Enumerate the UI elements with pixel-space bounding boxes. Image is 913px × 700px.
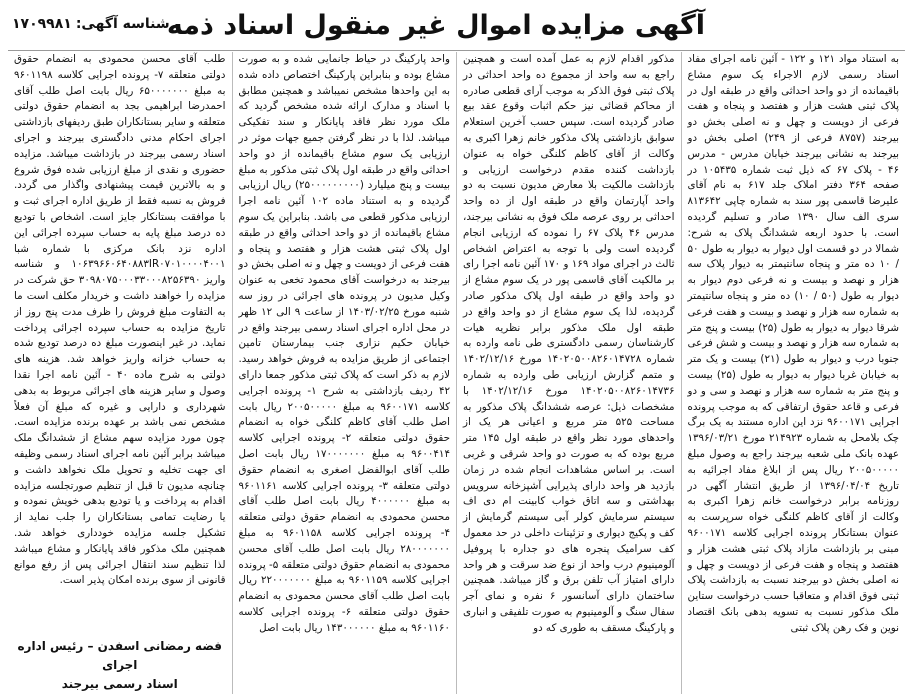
ad-id-label: شناسه آگهی: — [75, 16, 170, 32]
text-column-1 — [681, 52, 906, 694]
ad-id-value: ۱۷۰۹۹۸۱ — [12, 16, 72, 32]
text-columns — [8, 52, 905, 694]
text-column-2 — [456, 52, 681, 694]
column-text: مذکور اقدام لازم به عمل آمده است و همچنین راجع به سه واحد از مجموع ده واحد احداثی در پلاک ثبتی فوق الذکر به موجب آرای قطعی صادره از محاکم قضائی نیز حکم اثبات وقوع عقد بیع صادر گردیده است. سپس حسب آخرین استعلام سوابق بازداشتی پلاک مذکور خانم زهرا اکبری به وکالت از آقای کاظم کلنگی خواه به عنوان بازداشت کننده مقدم درخواست ارزیابی و بازداشت مالکیت بلا معارض مدیون نسبت به دو واحد آپارتمان واقع در طبقه اول از ده واحد احداثی بر روی عرصه ملک فوق به نشانی بیرجند، مدرس ۴۶ پلاک ۶۷ را نموده که ارزیابی انجام گردیده است ولی با توجه به اعتراض اشخاص ثالث در اجرای مواد ۱۶۹ و ۱۷۰ آئین نامه اجرا رای بر مالکیت آقای قاسمی پور در یک سوم مشاع از دو واحد واقع در طبقه اول پلاک مذکور صادر گردیده، لذا یک سوم مشاع از دو واحد واقع در طبقه اول ملک مذکور برابر نظریه هیات کارشناسان رسمی دادگستری طی نامه وارده به شماره ۱۴۰۲۰۵۰۰۸۲۶۰۱۴۷۲۸ مورخ ۱۴۰۲/۱۲/۱۶ و متمم گزارش ارزیابی طی وارده به شماره ۱۴۰۲۰۵۰۰۸۲۶۰۱۴۷۳۶ مورخ ۱۴۰۲/۱۲/۱۶ با مشخصات ذیل: عرصه ششدانگ پلاک مذکور به مساحت ۵۲۵ متر مربع و اعیانی هر یک از واحدهای مورد نظر واقع در طبقه اول ۱۴۵ متر مربع بوده که به صورت دو واحد شرقی و غربی است. بر اساس مشاهدات انجام شده در زمان بازدید هر واحد دارای پذیرایی آشپزخانه سرویس بهداشتی و سه اتاق خواب کابینت ام دی اف سیستم سرمایش کولر آبی سیستم گرمایش از کف و پکیج دیواری و تزئینات داخلی در حد معمول کف سرامیک پنجره های دو جداره با پروفیل آلومینیوم درب واحد از نوع ضد سرقت و هر واحد دارای امتیاز آب تلفن برق و گاز میباشد. همچنین ساختمان دارای آسانسور ۶ نفره و نمای آجر سفال سنگ و آلومینیوم به صورت تلفیقی و انباری و پارکینگ مسقف به طوری که دو — [463, 53, 675, 634]
header — [8, 6, 905, 51]
ad-id — [12, 10, 170, 38]
page-title: آگهی مزایده اموال غیر منقول اسناد ذمه — [166, 10, 705, 41]
column-text: به استناد مواد ۱۲۱ و ۱۲۲ - آئین نامه اجرای مفاد اسناد رسمی لازم الاجراء یک سوم مشاع باقیمانده از دو واحد احداثی واقع در طبقه اول در پلاک ثبتی هشت هزار و هفتصد و پنجاه و هفت فرعی از دویست و چهل و نه اصلی بخش دو بیرجند (۸۷۵۷ فرعی از ۲۴۹) اصلی بخش دو بیرجند به نشانی بیرجند خیابان مدرس - مدرس ۴۶ - پلاک ۶۷ که ذیل ثبت شماره ۱۰۵۴۳۵ در صفحه ۳۶۴ دفتر املاک جلد ۶۱۷ به نام آقای علیرضا قاسمی پور سند به شماره چاپی ۸۱۳۶۴۲ سری الف سال ۱۳۹۰ صادر و تسلیم گردیده است. با حدود اربعه ششدانگ پلاک به شرح: شمالا در دو قسمت اول دیوار به دیوار به طول ۵۰ / ۱۰ ده متر و پنجاه سانتیمتر به دیوار پلاک سه هزار و نهصد و بیست و نه فرعی دوم دیوار به دیوار به طول (۵۰ / ۱۰) ده متر و پنجاه سانتیمتر به شماره سه هزار و نهصد و بیست و هفت فرعی شرقا دیوار به دیوار به طول (۲۵) بیست و پنج متر به شماره سه هزار و نهصد و بیست و شش فرعی جنوبا درب و دیوار به طول (۲۱) بیست و یک متر به خیابان غربا دیوار به دیوار به طول (۲۵) بیست و پنج متر به شماره سه هزار و نهصد و سی و دو فرعی و قاعد حقوق ارتفاقی که به موجب پرونده اجرایی ۹۶۰۰۱۷۱ نزد این اداره مستند به یک برگ چک بلامحل به شماره ۲۱۴۹۲۳ مورخ ۱۳۹۶/۰۳/۲۱ عهده بانک ملی شعبه بیرجند راجع به وصول مبلغ ۲۰۰۵۰۰۰۰۰ ریال پس از ابلاغ مفاد اجرائیه به تاریخ ۱۳۹۶/۰۴/۰۴ از طریق انتشار آگهی در روزنامه برابر درخواست خانم زهرا اکبری به وکالت از آقای کاظم کلنگی خواه سرپرست به عنوان بستانکار پرونده اجرایی کلاسه ۹۶۰۰۱۷۱ مبنی بر بازداشت مازاد پلاک ثبتی هشت هزار و هفتصد و پنجاه و هفت فرعی از دویست و چهل و نه اصلی بخش دو بیرجند نسبت به بازداشت پلاک ثبتی فوق اقدام و متعاقبا حسب درخواست ستاین ملک مذکور نسبت به تسویه بدهی بانک اقتصاد نوین و فک رهن پلاک ثبتی — [687, 53, 900, 634]
text-column-4 — [8, 52, 232, 694]
column-text: طلب آقای محسن محمودی به انضمام حقوق دولتی متعلقه ۷- پرونده اجرایی کلاسه ۹۶۰۱۱۹۸ به مبلغ ۶۵۰۰۰۰۰۰۰ ریال بابت اصل طلب آقای احمدرضا ابراهیمی بجد به انضمام حقوق دولتی متعلقه و سایر بستانکاران طبق ردیفهای بازداشتی اجرای احکام مدنی دادگستری بیرجند و اجرای اسناد رسمی بیرجند در بازداشت میباشد. مزایده حضوری و نقدی از مبلغ ارزیابی شده فوق شروع و به بالاترین قیمت پیشنهادی واگذار می گردد. فروش به نسبه فقط از طریق اداره اجرای ثبت و با موافقت بستانکار جایز است. اشخاص با تودیع ده درصد مبلغ پایه به حساب سپرده اجرائی این اداره نزد بانک مرکزی با شماره شبا ۱۰۶۳۹۶۶۰۶۴۰۸۸۳IR۰۷۰۱۰۰۰۰۴۰۰۱ و شناسه واریز ۳۰۹۸۰۷۵۰۰۰۳۳۰۰۰۸۲۵۶۳۹۰ حق شرکت در مزایده را خواهند داشت و خریدار مکلف است ما به التفاوت مبلغ فروش را ظرف مدت پنج روز از تاریخ مزایده به حساب سپرده اجرائی پرداخت نماید. در غیر اینصورت مبلغ ده درصد تودیع شده به حساب خزانه واریز خواهد شد. هزینه های دولتی به شرح ماده ۴۰ - آئین نامه اجرا نقدا وصول و سایر هزینه های اجرائی مربوط به بدهی شهرداری و دارایی و غیره که مبلغ آن فعلاً مشخص نمی باشد بر عهده برنده مزایده است. چون مورد مزایده سهم مشاع از ششدانگ ملک میباشد برابر آئین نامه اجرای اسناد رسمی وظیفه ای جهت تخلیه و تحویل ملک نخواهد داشت و چنانچه مدیون تا قبل از تنظیم صورتجلسه مزایده اقدام به پرداخت و یا تودیع بدهی خویش نموده و یا رضایت تمامی بستانکاران را جلب نماید از تشکیل جلسه مزایده خودداری خواهد شد. همچنین ملک مذکور فاقد پایانکار و مشاع میباشد لذا تنظیم سند انتقال اجرائی پس از رفع موانع قانونی از سوی برنده امکان پذیر است. — [14, 53, 226, 587]
column-body — [14, 52, 226, 627]
signature-block — [14, 633, 226, 694]
signature-name: فضه رمضانی اسفدن – رئیس اداره اجرای — [17, 639, 223, 672]
signature-office: اسناد رسمی بیرجند — [61, 677, 178, 691]
text-column-3 — [232, 52, 457, 694]
column-text: واحد پارکینگ در حیاط جانمایی شده و به صورت مشاع بوده و بنابراین پارکینگ اختصاص داده شده به این واحدها مشخص نمیباشد و همچنین مطابق با اسناد و مدارک ارائه شده مشخص گردید که ملک مورد نظر فاقد پایانکار و سند تفکیکی میباشد. لذا با در نظر گرفتن جمیع جهات موثر در ارزیابی یک سوم مشاع باقیمانده از دو واحد احداثی واقع در طبقه اول پلاک ثبتی مذکور به مبلغ بیست و پنج میلیارد (۲۵۰۰۰۰۰۰۰۰۰) ریال ارزیابی گردیده و به استناد ماده ۱۰۲ آئین نامه اجرا ارزیابی مذکور قطعی می باشد. بنابراین یک سوم مشاع باقیمانده از دو واحد احداثی واقع در طبقه اول پلاک ثبتی هشت هزار و هفتصد و پنجاه و هفت فرعی از دویست و چهل و نه اصلی بخش دو بیرجند به درخواست آقای محمود تخعی به عنوان وکیل مدیون در پرونده های اجرائی در روز سه شنبه مورخ ۱۴۰۳/۰۲/۲۵ از ساعت ۹ الی ۱۲ ظهر در محل اداره اجرای اسناد رسمی بیرجند واقع در خیابان حکیم نزاری جنب بیمارستان تامین اجتماعی از طریق مزایده به فروش خواهد رسید. لازم به ذکر است که پلاک ثبتی مذکور جمعا دارای ۴۲ ردیف بازداشتی به شرح ۱- پرونده اجرایی کلاسه ۹۶۰۰۱۷۱ به مبلغ ۲۰۰۵۰۰۰۰۰ ریال بابت اصل طلب آقای کاظم کلنگی خواه به انضمام حقوق دولتی متعلقه ۲- پرونده اجرایی کلاسه ۹۶۰۰۴۱۴ به مبلغ ۱۷۰۰۰۰۰۰۰ ریال بابت اصل طلب آقای ابوالفضل اصغری به انضمام حقوق دولتی متعلقه ۳- پرونده اجرایی کلاسه ۹۶۰۱۱۶۱ به مبلغ ۴۰۰۰۰۰۰ ریال بابت اصل طلب آقای محسن محمودی به انضمام حقوق دولتی متعلقه ۴- پرونده اجرایی کلاسه ۹۶۰۱۱۵۸ به مبلغ ۲۸۰۰۰۰۰۰۰ ریال بابت اصل طلب آقای محسن محمودی به انضمام حقوق دولتی متعلقه ۵- پرونده اجرایی کلاسه ۹۶۰۱۱۵۹ به مبلغ ۲۲۰۰۰۰۰۰۰ ریال بابت اصل طلب آقای محسن محمودی به انضمام حقوق دولتی متعلقه ۶- پرونده اجرایی کلاسه ۹۶۰۱۱۶۰ به مبلغ ۱۴۳۰۰۰۰۰۰ ریال بابت اصل — [238, 53, 451, 634]
